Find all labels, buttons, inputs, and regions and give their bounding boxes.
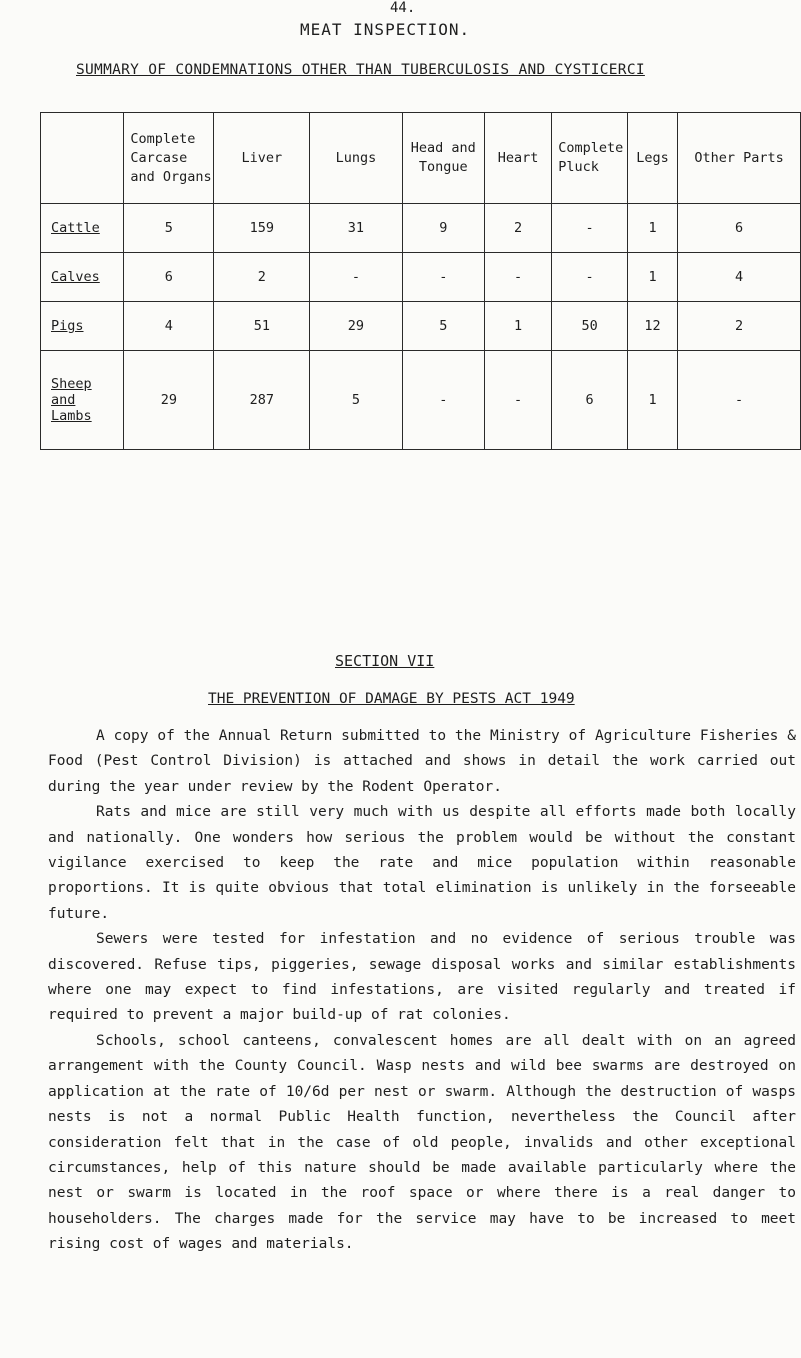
table-cell: 2 bbox=[485, 204, 552, 253]
row-label bbox=[41, 204, 124, 253]
table-cell: 29 bbox=[124, 351, 214, 450]
table-row bbox=[41, 351, 801, 450]
paragraph: Sewers were tested for infestation and no evidence of serious trouble was discovered. Refuse tips, piggeries, sewage disposal works and similar establishments where one may expect to find infestations, are visited regularly and treated if required to prevent a major build-up of rat colonies. bbox=[48, 931, 796, 1024]
column-header: Complete Carcase and Organs bbox=[124, 113, 214, 204]
act-title: THE PREVENTION OF DAMAGE BY PESTS ACT 1949 bbox=[208, 691, 575, 707]
row-label bbox=[41, 302, 124, 351]
column-header: Head and Tongue bbox=[402, 113, 484, 204]
table-cell: 159 bbox=[214, 204, 310, 253]
paragraph: Schools, school canteens, convalescent homes are all dealt with on an agreed arrangement with the County Council. Wasp nests and wild bee swarms are destroyed on application at the rate of 10/6d per nest or swarm. Although the destruction of wasps nests is not a normal Public Health function, nevertheless the Council after consideration felt that in the case of old people, invalids and other exceptional circumstances, help of this nature should be made available particularly where the nest or swarm is located in the roof space or where there is a real danger to householders. The charges made for the service may have to be increased to meet rising cost of wages and materials. bbox=[48, 1032, 796, 1253]
table-cell: 12 bbox=[627, 302, 677, 351]
table-cell: 29 bbox=[310, 302, 402, 351]
row-label-text: Sheep and Lambs bbox=[51, 376, 92, 424]
table-cell: - bbox=[310, 253, 402, 302]
table-cell: - bbox=[402, 351, 484, 450]
page-title: MEAT INSPECTION. bbox=[300, 20, 471, 39]
paragraph: A copy of the Annual Return submitted to the Ministry of Agriculture Fisheries & Food (Pest Control Division) is attached and shows in detail the work carried out during the year under review by the Rodent Operator. bbox=[48, 728, 796, 795]
row-label bbox=[41, 351, 124, 450]
table-header-row bbox=[41, 113, 801, 204]
table-cell: 2 bbox=[214, 253, 310, 302]
table-cell: 31 bbox=[310, 204, 402, 253]
table-cell: 1 bbox=[485, 302, 552, 351]
table-cell: 5 bbox=[124, 204, 214, 253]
table-cell: 6 bbox=[124, 253, 214, 302]
table-row bbox=[41, 204, 801, 253]
table-cell: 4 bbox=[678, 253, 801, 302]
table-cell: 1 bbox=[627, 253, 677, 302]
table-cell: 51 bbox=[214, 302, 310, 351]
row-label-text: Calves bbox=[51, 269, 100, 285]
table-cell: 4 bbox=[124, 302, 214, 351]
paragraph: Rats and mice are still very much with us despite all efforts made both locally and nationally. One wonders how serious the problem would be without the constant vigilance exercised to keep the rate and mice population within reasonable proportions. It is quite obvious that total elimination is unlikely in the forseeable future. bbox=[48, 804, 796, 922]
column-header: Heart bbox=[485, 113, 552, 204]
table-cell: 287 bbox=[214, 351, 310, 450]
table-cell: - bbox=[552, 253, 628, 302]
table-row bbox=[41, 253, 801, 302]
table-cell: 1 bbox=[627, 204, 677, 253]
column-header: Liver bbox=[214, 113, 310, 204]
table-cell: 1 bbox=[627, 351, 677, 450]
table-cell: 5 bbox=[402, 302, 484, 351]
column-header: Legs bbox=[627, 113, 677, 204]
table-cell: - bbox=[678, 351, 801, 450]
column-header: Complete Pluck bbox=[552, 113, 628, 204]
row-label-text: Pigs bbox=[51, 318, 84, 334]
table-row bbox=[41, 302, 801, 351]
table-cell: 50 bbox=[552, 302, 628, 351]
page-number: 44. bbox=[390, 0, 416, 16]
table-cell: 6 bbox=[678, 204, 801, 253]
table-cell: 9 bbox=[402, 204, 484, 253]
header-corner bbox=[41, 113, 124, 204]
column-header: Other Parts bbox=[678, 113, 801, 204]
row-label bbox=[41, 253, 124, 302]
table-cell: - bbox=[402, 253, 484, 302]
condemnations-table bbox=[40, 112, 801, 450]
table-title: SUMMARY OF CONDEMNATIONS OTHER THAN TUBERCULOSIS AND CYSTICERCI bbox=[76, 62, 645, 78]
table-cell: 5 bbox=[310, 351, 402, 450]
section-body bbox=[48, 724, 796, 1258]
table-cell: - bbox=[485, 351, 552, 450]
row-label-text: Cattle bbox=[51, 220, 100, 236]
table-cell: - bbox=[485, 253, 552, 302]
column-header: Lungs bbox=[310, 113, 402, 204]
section-heading: SECTION VII bbox=[335, 652, 435, 670]
table-cell: 2 bbox=[678, 302, 801, 351]
table-cell: - bbox=[552, 204, 628, 253]
table-cell: 6 bbox=[552, 351, 628, 450]
